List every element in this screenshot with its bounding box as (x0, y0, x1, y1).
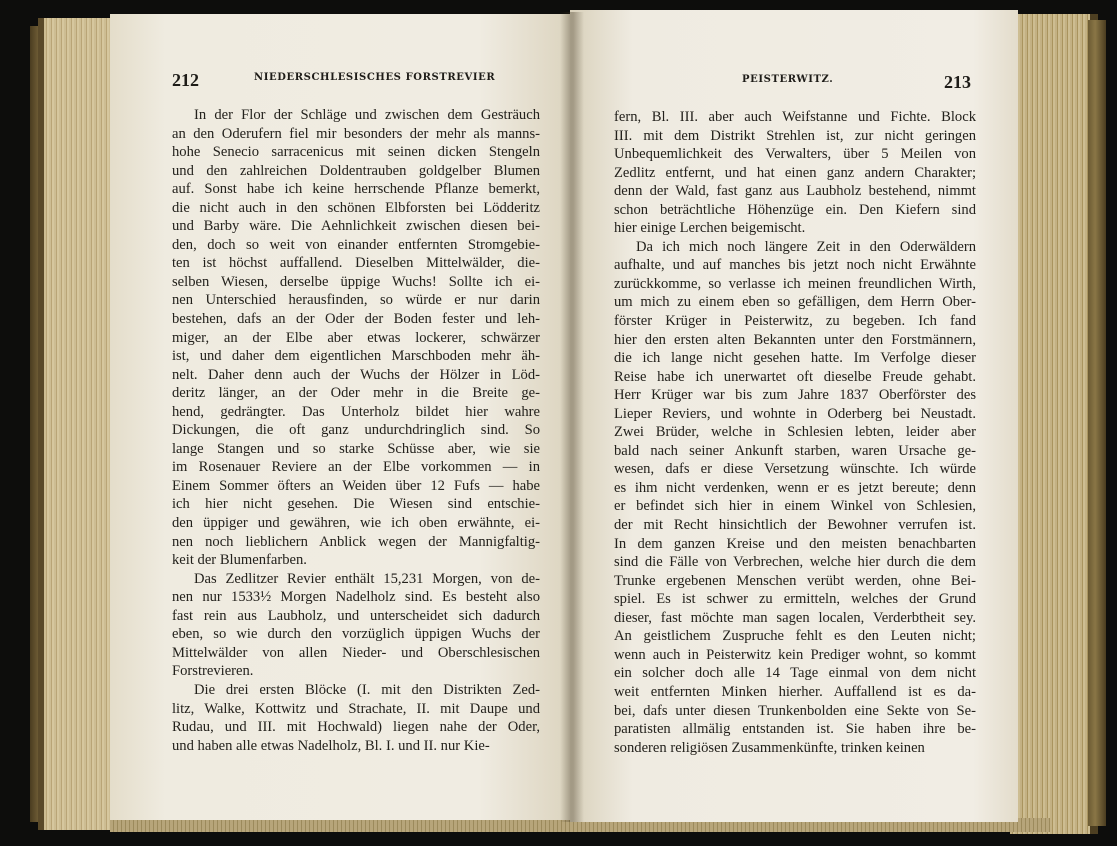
text-line: weit entfernten Minken hierher. Auffallend ist es da- (614, 683, 976, 700)
text-line: Herr Krüger war bis zum Jahre 1837 Oberförster des (614, 387, 976, 404)
left-page (110, 14, 570, 820)
text-line: paratisten allmälig entstanden ist. Sie haben ihre be- (614, 721, 976, 738)
right-page (570, 10, 1018, 822)
text-line: Mittelwälder von allen Nieder- und Oberschlesischen (172, 644, 540, 661)
text-line: und den zahlreichen Doldentrauben goldgelber Blumen (172, 162, 540, 179)
text-line: die nicht auch in den schönen Elbforsten bei Lödderitz (172, 199, 540, 216)
text-line: die ich lange nicht gesehen hatte. Im Verfolge dieser (614, 350, 976, 367)
text-line: nen nur 1533½ Morgen Nadelholz sind. Es besteht also (172, 589, 540, 606)
text-line: sind die Fälle von Verbrechen, welche hier durch die dem (614, 554, 976, 571)
text-line: förster Krüger in Peisterwitz, zu begeben. Ich fand (614, 313, 976, 330)
text-line: Die drei ersten Blöcke (I. mit den Distrikten Zed- (194, 681, 540, 698)
text-line: bei, dafs unter diesen Trunkenbolden eine Sekte von Se- (614, 702, 976, 719)
text-line: dieser, fast möchte man sagen localen, Verderbtheit sey. (614, 609, 976, 626)
text-line: hohe Senecio sarracenicus mit seinen dicken Stengeln (172, 144, 540, 161)
text-line: den, doch so weit von einander entfernten Stromgebie- (172, 236, 540, 253)
text-line: wesen, dafs er diese Versetzung wünschte. Ich würde (614, 461, 976, 478)
text-line: In der Flor der Schläge und zwischen dem Gesträuch (194, 107, 540, 123)
right-page-text (614, 108, 976, 757)
text-line: Zedlitz entfernt, und hat einen ganz andern Charakter; (614, 164, 976, 181)
text-line: hier den ersten alten Bekannten unter den Forstmännern, (614, 331, 976, 348)
text-line: Das Zedlitzer Revier enthält 15,231 Morgen, von de- (194, 570, 540, 587)
text-line: an den Oderufern fiel mir besonders der mehr als manns- (172, 125, 540, 142)
text-line: fast rein aus Laubholz, und unterscheidet sich dadurch (172, 607, 540, 624)
text-line: im Rosenauer Reviere an der Elbe vorkommen — in (172, 459, 540, 476)
text-line: fern, Bl. III. aber auch Weifstanne und Fichte. Block (614, 109, 976, 125)
text-line: ist, und daher dem eigentlichen Marschboden mehr äh- (172, 348, 540, 365)
text-line: sonderen religiösen Zusammenkünfte, trinken keinen (614, 739, 925, 756)
text-line: auf. Sonst habe ich keine herrschende Pflanze bemerkt, (172, 181, 540, 198)
text-line: hend, gedrängter. Das Unterholz bildet hier wahre (172, 403, 540, 420)
text-line: Unbequemlichkeit des Verwalters, über 5 Meilen von (614, 146, 976, 163)
text-line: ich hier nicht gesehen. Die Wiesen sind entschie- (172, 496, 540, 513)
text-line: selben Wiesen, derselbe üppige Wuchs! Sollte ich ei- (172, 273, 540, 290)
text-line: miger, an der Elbe aber etwas lockerer, schwärzer (172, 329, 540, 346)
left-page-text (172, 106, 540, 755)
text-line: der mit Recht hinsichtlich der Bewohner verrufen ist. (614, 517, 976, 534)
text-line: hier einige Lerchen beigemischt. (614, 220, 806, 237)
text-line: Rudau, und III. mit Hochwald) liegen nahe der Oder, (172, 719, 540, 736)
text-line: den üppiger und gewähren, wie ich oben erwähnte, ei- (172, 515, 540, 532)
book-cover-right (1088, 20, 1106, 826)
text-line: spiel. Es ist schwer zu ermitteln, welches der Grund (614, 591, 976, 608)
text-line: zurückkomme, so verlasse ich meinen freundlichen Wirth, (614, 275, 976, 292)
text-line: Zwei Brüder, welche in Schlesien lebten, leider aber (614, 424, 976, 441)
left-page-number: 212 (172, 70, 199, 90)
text-line: er befindet sich hier in einem Winkel von Schlesien, (614, 498, 976, 515)
text-line: Einem Sommer öfters an Weiden über 12 Fufs — habe (172, 477, 540, 494)
text-line: deritz länger, an der Oder mehr in die Breite ge- (172, 385, 540, 402)
text-line: denn der Wald, fast ganz aus Laubholz bestehend, nimmt (614, 183, 976, 200)
page-block-edge-right (1010, 14, 1098, 834)
text-line: Lieper Reviers, und wohnte in Oderberg bei Neustadt. (614, 405, 976, 422)
text-line: bald nach seiner Ankunft starben, waren Ursache ge- (614, 442, 976, 459)
text-line: nelt. Daher denn auch der Wuchs der Hölzer in Löd- (172, 366, 540, 383)
text-line: um mich zu einem eben so gefälligen, dem Herrn Ober- (614, 294, 976, 311)
text-line: nen noch lieblichern Anblick wegen der Mannigfaltig- (172, 533, 540, 550)
right-running-head: PEISTERWITZ. (742, 74, 834, 85)
text-line: An geistlichem Zuspruche fehlt es den Leuten nicht; (614, 628, 976, 645)
text-line: ten ist höchst auffallend. Dieselben Mittelwälder, die- (172, 255, 540, 272)
text-line: es ihm nicht verdenken, wenn er es jetzt bereute; denn (614, 479, 976, 496)
text-line: Trunke ergebenen Menschen verübt werden, ohne Bei- (614, 572, 976, 589)
text-line: keit der Blumenfarben. (172, 552, 307, 569)
text-line: aufhalte, und auf manches bis jetzt noch nicht Erwähnte (614, 257, 976, 274)
right-page-number: 213 (944, 72, 971, 92)
text-line: und Barby wäre. Die Aehnlichkeit zwischen diesen bei- (172, 218, 540, 235)
text-line: Da ich mich noch längere Zeit in den Oderwäldern (636, 238, 976, 255)
left-running-head: NIEDERSCHLESISCHES FORSTREVIER (254, 72, 496, 83)
text-line: und haben alle etwas Nadelholz, Bl. I. und II. nur Kie- (172, 737, 490, 754)
text-line: In dem ganzen Kreise und den meisten benachbarten (614, 535, 976, 552)
text-line: litz, Walke, Kottwitz und Strachate, II. mit Daupe und (172, 700, 540, 717)
text-line: III. mit dem Distrikt Strehlen ist, zur nicht geringen (614, 127, 976, 144)
book-gutter (560, 12, 584, 822)
text-line: Reise habe ich unerwartet oft dieselbe Freude gehabt. (614, 368, 976, 385)
text-line: schon beträchtliche Höhenzüge ein. Den Kiefern sind (614, 201, 976, 218)
text-line: bestehen, dafs an der Oder der Boden fester und leh- (172, 311, 540, 328)
text-line: nen Unterschied herausfinden, so würde er nur darin (172, 292, 540, 309)
text-line: ein solcher doch alle 14 Tage einmal von dem nicht (614, 665, 976, 682)
text-line: wenn auch in Peisterwitz kein Prediger wohnt, so kommt (614, 646, 976, 663)
text-line: Dickungen, die oft ganz undurchdringlich sind. So (172, 422, 540, 439)
text-line: Forstrevieren. (172, 663, 254, 680)
text-line: eben, so wie durch den vorzüglich üppigen Wuchs der (172, 626, 540, 643)
text-line: lange Stangen und so starke Schüsse aber, wie sie (172, 440, 540, 457)
